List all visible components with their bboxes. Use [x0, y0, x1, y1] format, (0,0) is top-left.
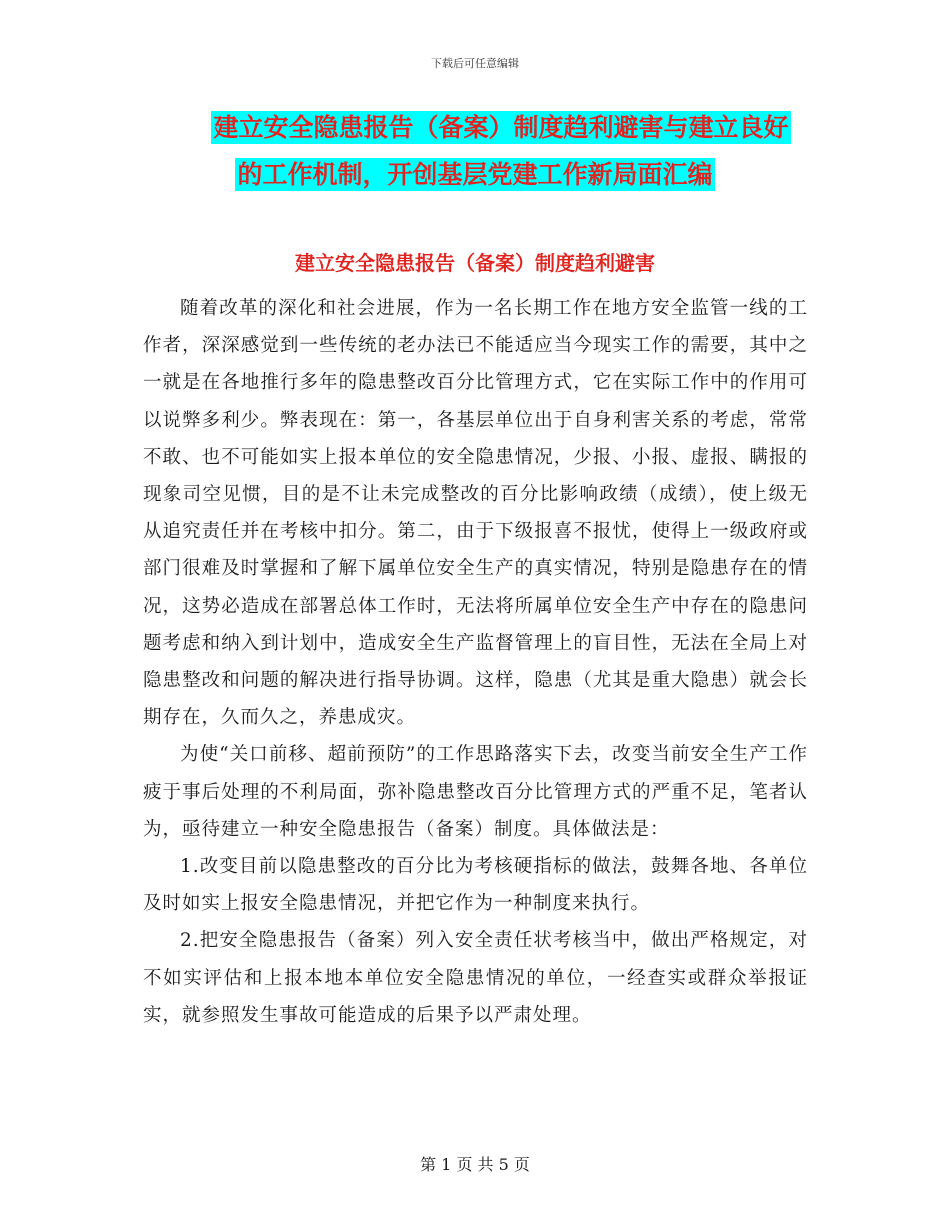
page-footer: 第 1 页 共 5 页 — [420, 1155, 530, 1174]
document-body — [143, 290, 808, 1034]
paragraph-2: 为使“关口前移、超前预防”的工作思路落实下去，改变当前安全生产工作疲于事后处理的不利局面，弥补隐患整改百分比管理方式的严重不足，笔者认为，亟待建立一种安全隐患报告（备案）制度。具体做法是： — [143, 744, 808, 840]
title-highlight-2: 的工作机制，开创基层党建工作新局面汇编 — [237, 160, 713, 189]
paragraph-1: 随着改革的深化和社会进展，作为一名长期工作在地方安全监管一线的工作者，深深感觉到一些传统的老办法已不能适应当今现实工作的需要，其中之一就是在各地推行多年的隐患整改百分比管理方式，它在实际工作中的作用可以说弊多利少。弊表现在：第一，各基层单位出于自身利害关系的考虑，常常不敢、也不可能如实上报本单位的安全隐患情况，少报、小报、虚报、瞒报的现象司空见惯，目的是不让未完成整改的百分比影响政绩（成绩），使上级无从追究责任并在考核中扣分。第二，由于下级报喜不报忧，使得上一级政府或部门很难及时掌握和了解下属单位安全生产的真实情况，特别是隐患存在的情况，这势必造成在部署总体工作时，无法将所属单位安全生产中存在的隐患问题考虑和纳入到计划中，造成安全生产监督管理上的盲目性，无法在全局上对隐患整改和问题的解决进行指导协调。这样，隐患（尤其是重大隐患）就会长期存在，久而久之，养患成灾。 — [143, 298, 808, 729]
paragraph-3: 1.改变目前以隐患整改的百分比为考核硬指标的做法，鼓舞各地、各单位及时如实上报安全隐患情况，并把它作为一种制度来执行。 — [143, 856, 808, 915]
paragraph-4: 2.把安全隐患报告（备案）列入安全责任状考核当中，做出严格规定，对不如实评估和上报本地本单位安全隐患情况的单位，一经查实或群众举报证实，就参照发生事故可能造成的后果予以严肃处理。 — [143, 930, 808, 1026]
section-title: 建立安全隐患报告（备案）制度趋利避害 — [295, 251, 655, 275]
document-title-line-1 — [0, 108, 950, 148]
document-title-line-2 — [0, 155, 950, 195]
title-highlight-1: 建立安全隐患报告（备案）制度趋利避害与建立良好 — [213, 113, 789, 142]
header-note: 下载后可任意编辑 — [431, 57, 519, 70]
